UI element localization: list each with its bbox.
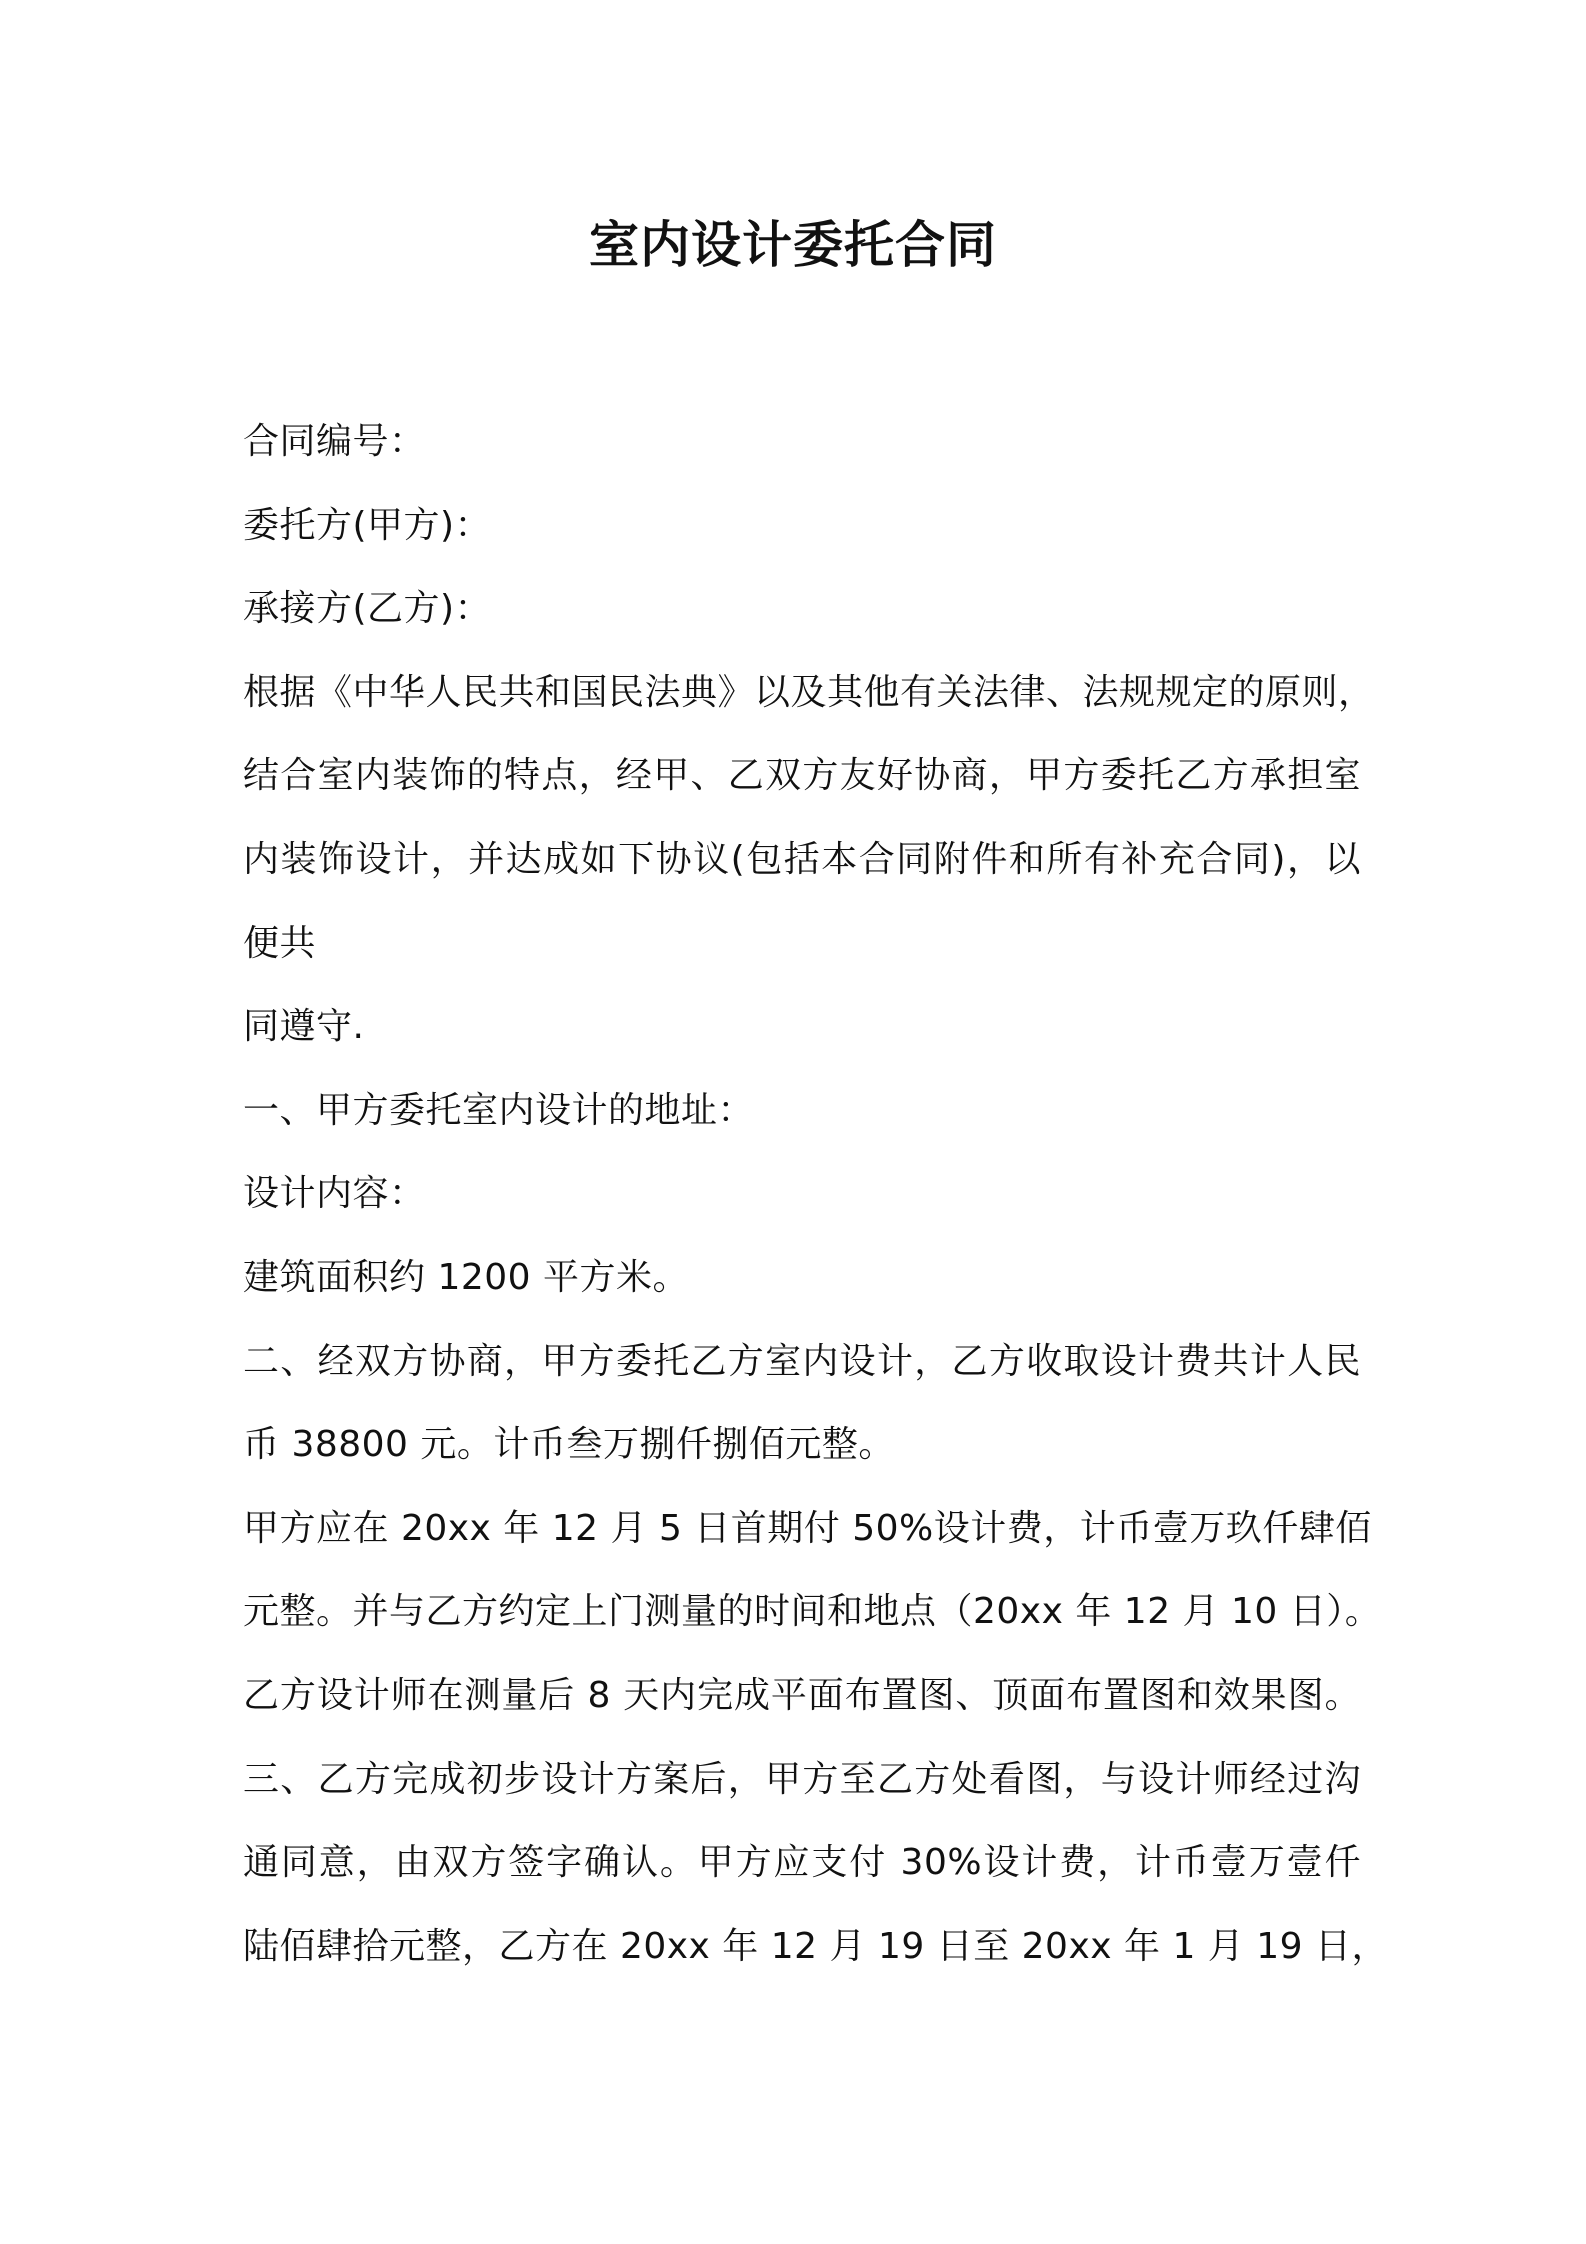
building-area-line: 建筑面积约 1200 平方米。 [243, 1256, 690, 1298]
party-a-line: 委托方(甲方)： [243, 504, 492, 546]
section-3-line: 三、乙方完成初步设计方案后，甲方至乙方处看图，与设计师经过沟 [243, 1758, 1361, 1800]
paragraph-line: 根据《中华人民共和国民法典》以及其他有关法律、法规规定的原则， [243, 671, 1375, 713]
section-2-line: 币 38800 元。计币叁万捌仟捌佰元整。 [243, 1424, 895, 1466]
section-1-heading: 一、甲方委托室内设计的地址： [243, 1089, 755, 1131]
payment-line: 元整。并与乙方约定上门测量的时间和地点（20xx 年 12 月 10 日）。 [243, 1591, 1382, 1633]
paragraph-line: 便共 [243, 922, 317, 964]
paragraph-line: 结合室内装饰的特点，经甲、乙双方友好协商，甲方委托乙方承担室 [243, 755, 1361, 797]
party-b-line: 承接方(乙方)： [243, 588, 492, 630]
payment-line: 乙方设计师在测量后 8 天内完成平面布置图、顶面布置图和效果图。 [243, 1674, 1361, 1716]
payment-line: 甲方应在 20xx 年 12 月 5 日首期付 50%设计费，计币壹万玖仟肆佰 [243, 1507, 1372, 1549]
paragraph-line: 内装饰设计，并达成如下协议(包括本合同附件和所有补充合同)，以 [243, 838, 1361, 880]
design-content-line: 设计内容： [243, 1173, 426, 1215]
section-3-line: 陆佰肆拾元整，乙方在 20xx 年 12 月 19 日至 20xx 年 1 月 19 日， [243, 1925, 1388, 1967]
section-3-line: 通同意，由双方签字确认。甲方应支付 30%设计费，计币壹万壹仟 [243, 1842, 1361, 1884]
document-body [243, 400, 1388, 1988]
document-title: 室内设计委托合同 [589, 216, 997, 274]
section-2-line: 二、经双方协商，甲方委托乙方室内设计，乙方收取设计费共计人民 [243, 1340, 1361, 1382]
paragraph-line: 同遵守. [243, 1006, 365, 1048]
contract-number-line: 合同编号： [243, 421, 426, 462]
